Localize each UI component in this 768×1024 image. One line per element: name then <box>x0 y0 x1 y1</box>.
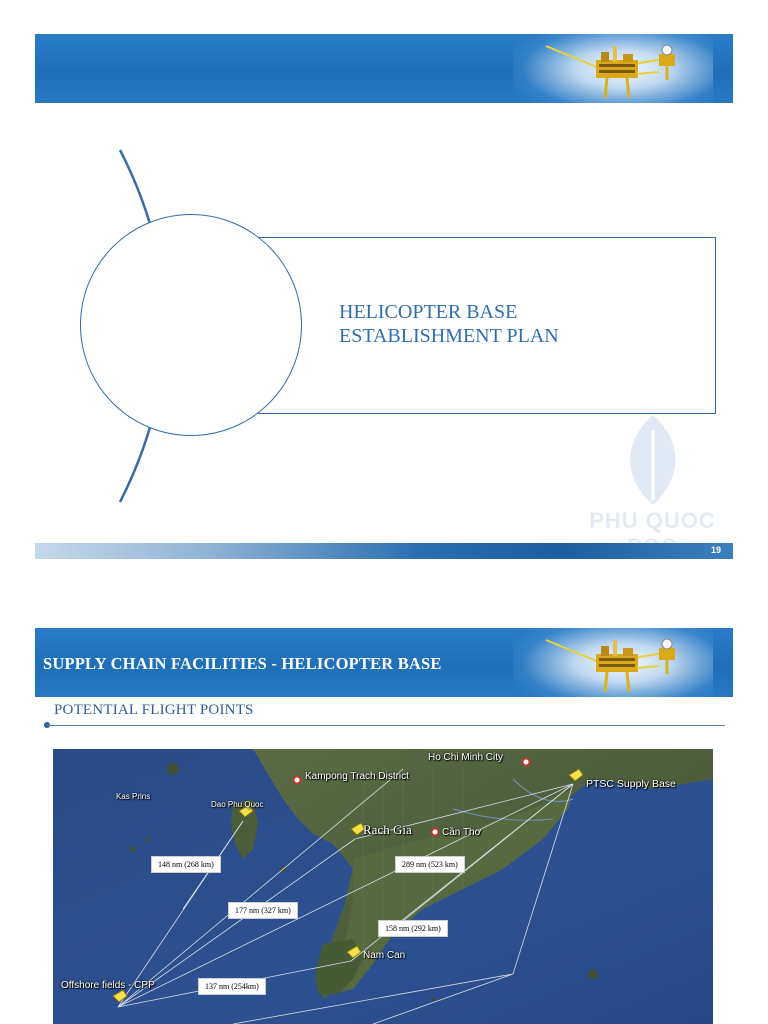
distance-label-nam-can-ptsc: 158 nm (292 km) <box>378 920 448 937</box>
map-label-kas-prins: Kas Prins <box>116 792 151 801</box>
map-label-ho-chi-minh: Ho Chi Minh City <box>428 752 504 763</box>
watermark-text: PHU QUOC <box>589 508 716 533</box>
section-title-line2: ESTABLISHMENT PLAN <box>339 325 559 347</box>
ho-chi-minh-marker <box>523 759 530 766</box>
section-title-line1: HELICOPTER BASE <box>339 301 518 323</box>
map-label-rach-gia: Rach Gia <box>363 822 412 837</box>
subheading: POTENTIAL FLIGHT POINTS <box>54 702 254 718</box>
satellite-map <box>53 749 713 1024</box>
page-number: 19 <box>710 545 721 555</box>
can-tho-marker <box>432 829 439 836</box>
distance-label-rach-gia: 177 nm (327 km) <box>228 902 298 919</box>
map-label-kampong-trach: Kampong Trach District <box>305 771 409 782</box>
map-label-nam-can: Nam Can <box>363 950 406 961</box>
slide-title: SUPPLY CHAIN FACILITIES - HELICOPTER BASE <box>43 654 442 673</box>
map-label-dao-phu-quoc: Dao Phu Quoc <box>211 800 264 809</box>
distance-label-nam-can: 137 nm (254km) <box>198 978 266 995</box>
subheading-rule <box>47 725 725 726</box>
oil-rig-icon <box>541 632 691 694</box>
header-banner <box>35 628 733 697</box>
map-label-can-tho: Cần Thơ <box>442 827 482 838</box>
map-label-ptsc-supply-base: PTSC Supply Base <box>586 778 676 790</box>
distance-label-ptsc: 289 nm (523 km) <box>395 856 465 873</box>
kampong-trach-marker <box>294 777 301 784</box>
distance-label-phu-quoc: 148 nm (268 km) <box>151 856 221 873</box>
map-label-offshore-fields: Offshore fields - CPP <box>61 980 155 991</box>
